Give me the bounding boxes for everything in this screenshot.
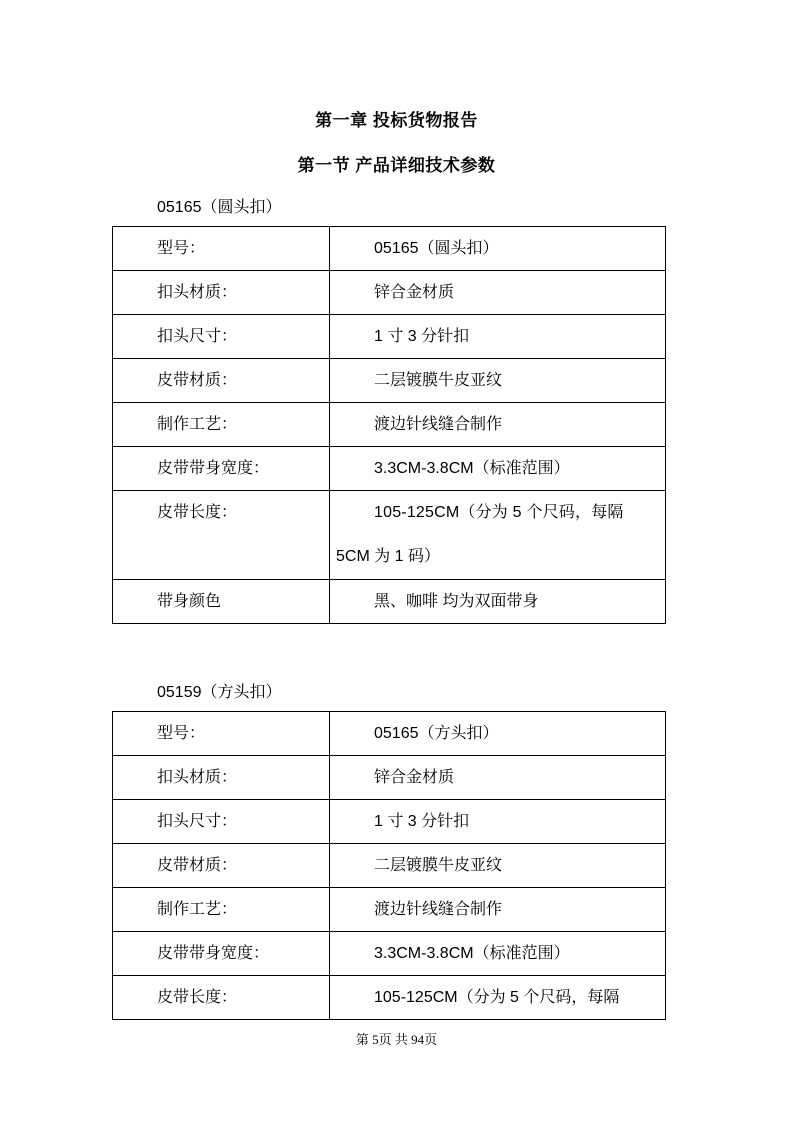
spec-key: 扣头材质： (113, 756, 330, 800)
spec-key: 扣头尺寸： (113, 800, 330, 844)
product-heading-05165: 05165（圆头扣） (157, 199, 282, 216)
spec-value: 3.3CM-3.8CM（标准范围） (330, 447, 666, 491)
spec-value-line-1: 105-125CM（分为 5 个尺码，每隔 (374, 504, 624, 521)
spec-value: 05165（方头扣） (330, 712, 666, 756)
spec-value: 渡边针线缝合制作 (330, 403, 666, 447)
spec-value: 105-125CM（分为 5 个尺码，每隔 (330, 976, 666, 1020)
table-row (113, 888, 666, 932)
table-row (113, 932, 666, 976)
table-row (113, 491, 666, 580)
spec-key: 扣头尺寸： (113, 315, 330, 359)
table-row (113, 844, 666, 888)
spec-key: 皮带长度： (113, 976, 330, 1020)
spec-table-05159 (112, 711, 666, 1020)
spec-key: 扣头材质： (113, 271, 330, 315)
table-row (113, 712, 666, 756)
spec-key: 皮带材质： (113, 359, 330, 403)
table-row (113, 756, 666, 800)
page-number-footer: 第 5页 共 94页 (355, 1032, 438, 1047)
spec-value: 05165（圆头扣） (330, 227, 666, 271)
spec-value: 3.3CM-3.8CM（标准范围） (330, 932, 666, 976)
spec-value: 二层镀膜牛皮亚纹 (330, 359, 666, 403)
spec-key: 型号： (113, 712, 330, 756)
spec-key: 带身颜色 (113, 580, 330, 624)
table-row (113, 800, 666, 844)
chapter-title: 第一章 投标货物报告 (315, 111, 478, 130)
spec-value: 二层镀膜牛皮亚纹 (330, 844, 666, 888)
spec-key: 制作工艺： (113, 888, 330, 932)
spec-value: 1 寸 3 分针扣 (330, 800, 666, 844)
spec-value-line-2: 5CM 为 1 码） (336, 548, 441, 565)
spec-key: 型号： (113, 227, 330, 271)
spec-value: 锌合金材质 (330, 756, 666, 800)
spec-value: 黑、咖啡 均为双面带身 (330, 580, 666, 624)
spec-value: 1 寸 3 分针扣 (330, 315, 666, 359)
spec-key: 皮带材质： (113, 844, 330, 888)
spec-value: 渡边针线缝合制作 (330, 888, 666, 932)
spec-value (330, 491, 666, 580)
table-row (113, 447, 666, 491)
table-row (113, 976, 666, 1020)
spec-key: 制作工艺： (113, 403, 330, 447)
spec-table-05165 (112, 226, 666, 624)
spec-value: 锌合金材质 (330, 271, 666, 315)
spec-key: 皮带长度： (113, 491, 330, 580)
section-title: 第一节 产品详细技术参数 (297, 156, 496, 175)
table-row (113, 271, 666, 315)
product-heading-05159: 05159（方头扣） (157, 684, 282, 701)
table-row (113, 580, 666, 624)
table-row (113, 359, 666, 403)
table-row (113, 403, 666, 447)
table-row (113, 227, 666, 271)
spec-key: 皮带带身宽度： (113, 447, 330, 491)
table-row (113, 315, 666, 359)
spec-key: 皮带带身宽度： (113, 932, 330, 976)
